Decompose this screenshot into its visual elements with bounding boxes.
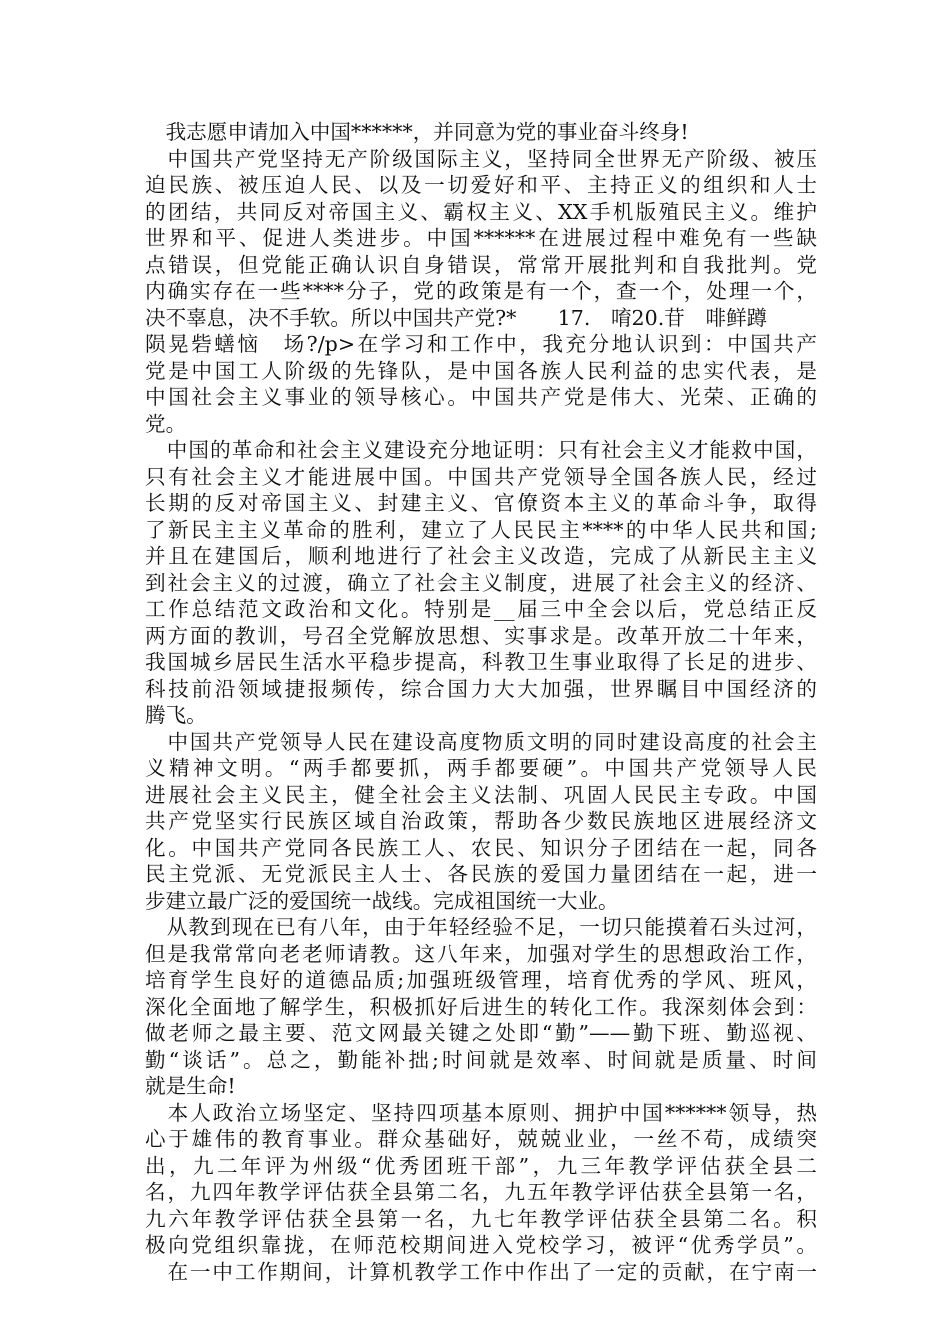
text-line: 工作总结范文政治和文化。特别是__届三中全会以后，党总结正反 (145, 597, 817, 621)
text-line: 从教到现在已有八年，由于年轻经验不足，一切只能摸着石头过河， (145, 915, 817, 939)
text-line: 只有社会主义才能进展中国。中国共产党领导全国各族人民，经过 (145, 464, 817, 489)
text-line: 心于雄伟的教育事业。群众基础好，兢兢业业，一丝不苟，成绩突 (145, 1127, 817, 1151)
text-line: 陨晃砦蟮恼 场?/p>在学习和工作中，我充分地认识到：中国共产 (145, 332, 817, 356)
text-line: 本人政治立场坚定、坚持四项基本原则、拥护中国******领导，热 (145, 1100, 817, 1125)
text-line: 两方面的教训，号召全党解放思想、实事求是。改革开放二十年来， (145, 623, 817, 648)
text-line: 内确实存在一些****分子，党的政策是有一个，查一个，处理一个， (145, 279, 817, 303)
text-line: 出，九二年评为州级“优秀团班干部”，九三年教学评估获全县二 (145, 1153, 817, 1178)
text-line: 中国社会主义事业的领导核心。中国共产党是伟大、光荣、正确的 (145, 385, 817, 409)
text-line: 中国共产党领导人民在建设高度物质文明的同时建设高度的社会主 (145, 729, 817, 754)
text-line: 中国的革命和社会主义建设充分地证明：只有社会主义才能救中国， (145, 438, 817, 462)
text-line: 勤“谈话”。总之，勤能补拙;时间就是效率、时间就是质量、时间 (145, 1047, 817, 1072)
document-body (145, 119, 817, 1285)
text-line: 进展社会主义民主，健全社会主义法制、巩固人民民主专政。中国 (145, 782, 817, 807)
text-line: 就是生命! (145, 1074, 236, 1098)
text-line: 我国城乡居民生活水平稳步提高，科教卫生事业取得了长足的进步、 (145, 650, 817, 674)
text-line: 了新民主主义革命的胜利，建立了人民民主****的中华人民共和国; (145, 517, 817, 542)
text-line: 迫民族、被压迫人民、以及一切爱好和平、主持正义的组织和人士 (145, 173, 817, 197)
text-line: 点错误，但党能正确认识自身错误，常常开展批判和自我批判。党 (145, 252, 817, 277)
text-line: 深化全面地了解学生，积极抓好后进生的转化工作。我深刻体会到： (145, 994, 817, 1019)
text-line: 义精神文明。“两手都要抓，两手都要硬”。中国共产党领导人民 (145, 756, 817, 780)
text-line: 培育学生良好的道德品质;加强班级管理，培育优秀的学风、班风， (145, 968, 817, 992)
text-line: 中国共产党坚持无产阶级国际主义，坚持同全世界无产阶级、被压 (145, 146, 817, 171)
text-line: 长期的反对帝国主义、封建主义、官僚资本主义的革命斗争，取得 (145, 491, 817, 515)
text-line: 步建立最广泛的爱国统一战线。完成祖国统一大业。 (145, 888, 619, 913)
text-line: 腾飞。 (145, 703, 207, 727)
text-line: 到社会主义的过渡，确立了社会主义制度，进展了社会主义的经济、 (145, 570, 817, 595)
text-line: 并且在建国后，顺利地进行了社会主义改造，完成了从新民主主义 (145, 544, 817, 568)
text-line: 在一中工作期间，计算机教学工作中作出了一定的贡献，在宁南一 (145, 1259, 817, 1284)
text-line: 我志愿申请加入中国******，并同意为党的事业奋斗终身! (145, 120, 689, 144)
text-line: 极向党组织靠拢，在师范校期间进入党校学习，被评“优秀学员”。 (145, 1233, 817, 1257)
text-line: 民主党派、无党派民主人士、各民族的爱国力量团结在一起，进一 (145, 862, 817, 886)
text-line: 党是中国工人阶级的先锋队，是中国各族人民利益的忠实代表，是 (145, 358, 817, 383)
text-line: 做老师之最主要、范文网最关键之处即“勤”——勤下班、勤巡视、 (145, 1021, 817, 1045)
text-line: 世界和平、促进人类进步。中国******在进展过程中难免有一些缺 (145, 226, 817, 250)
text-line: 党。 (145, 411, 187, 436)
text-line: 化。中国共产党同各民族工人、农民、知识分子团结在一起，同各 (145, 835, 817, 860)
text-line: 的团结，共同反对帝国主义、霸权主义、XX手机版殖民主义。维护 (145, 199, 817, 224)
text-line: 共产党坚实行民族区域自治政策，帮助各少数民族地区进展经济文 (145, 809, 817, 833)
text-line: 科技前沿领域捷报频传，综合国力大大加强，世界瞩目中国经济的 (145, 676, 817, 701)
text-line: 决不辜息，决不手软。所以中国共产党?* 17. 唷20.苷 啡鲜蹲 (145, 305, 768, 330)
text-line: 九六年教学评估获全县第一名，九七年教学评估获全县第二名。积 (145, 1206, 817, 1231)
text-line: 名，九四年教学评估获全县第二名，九五年教学评估获全县第一名， (145, 1180, 817, 1204)
text-line: 但是我常常向老老师请教。这八年来，加强对学生的思想政治工作， (145, 941, 817, 966)
